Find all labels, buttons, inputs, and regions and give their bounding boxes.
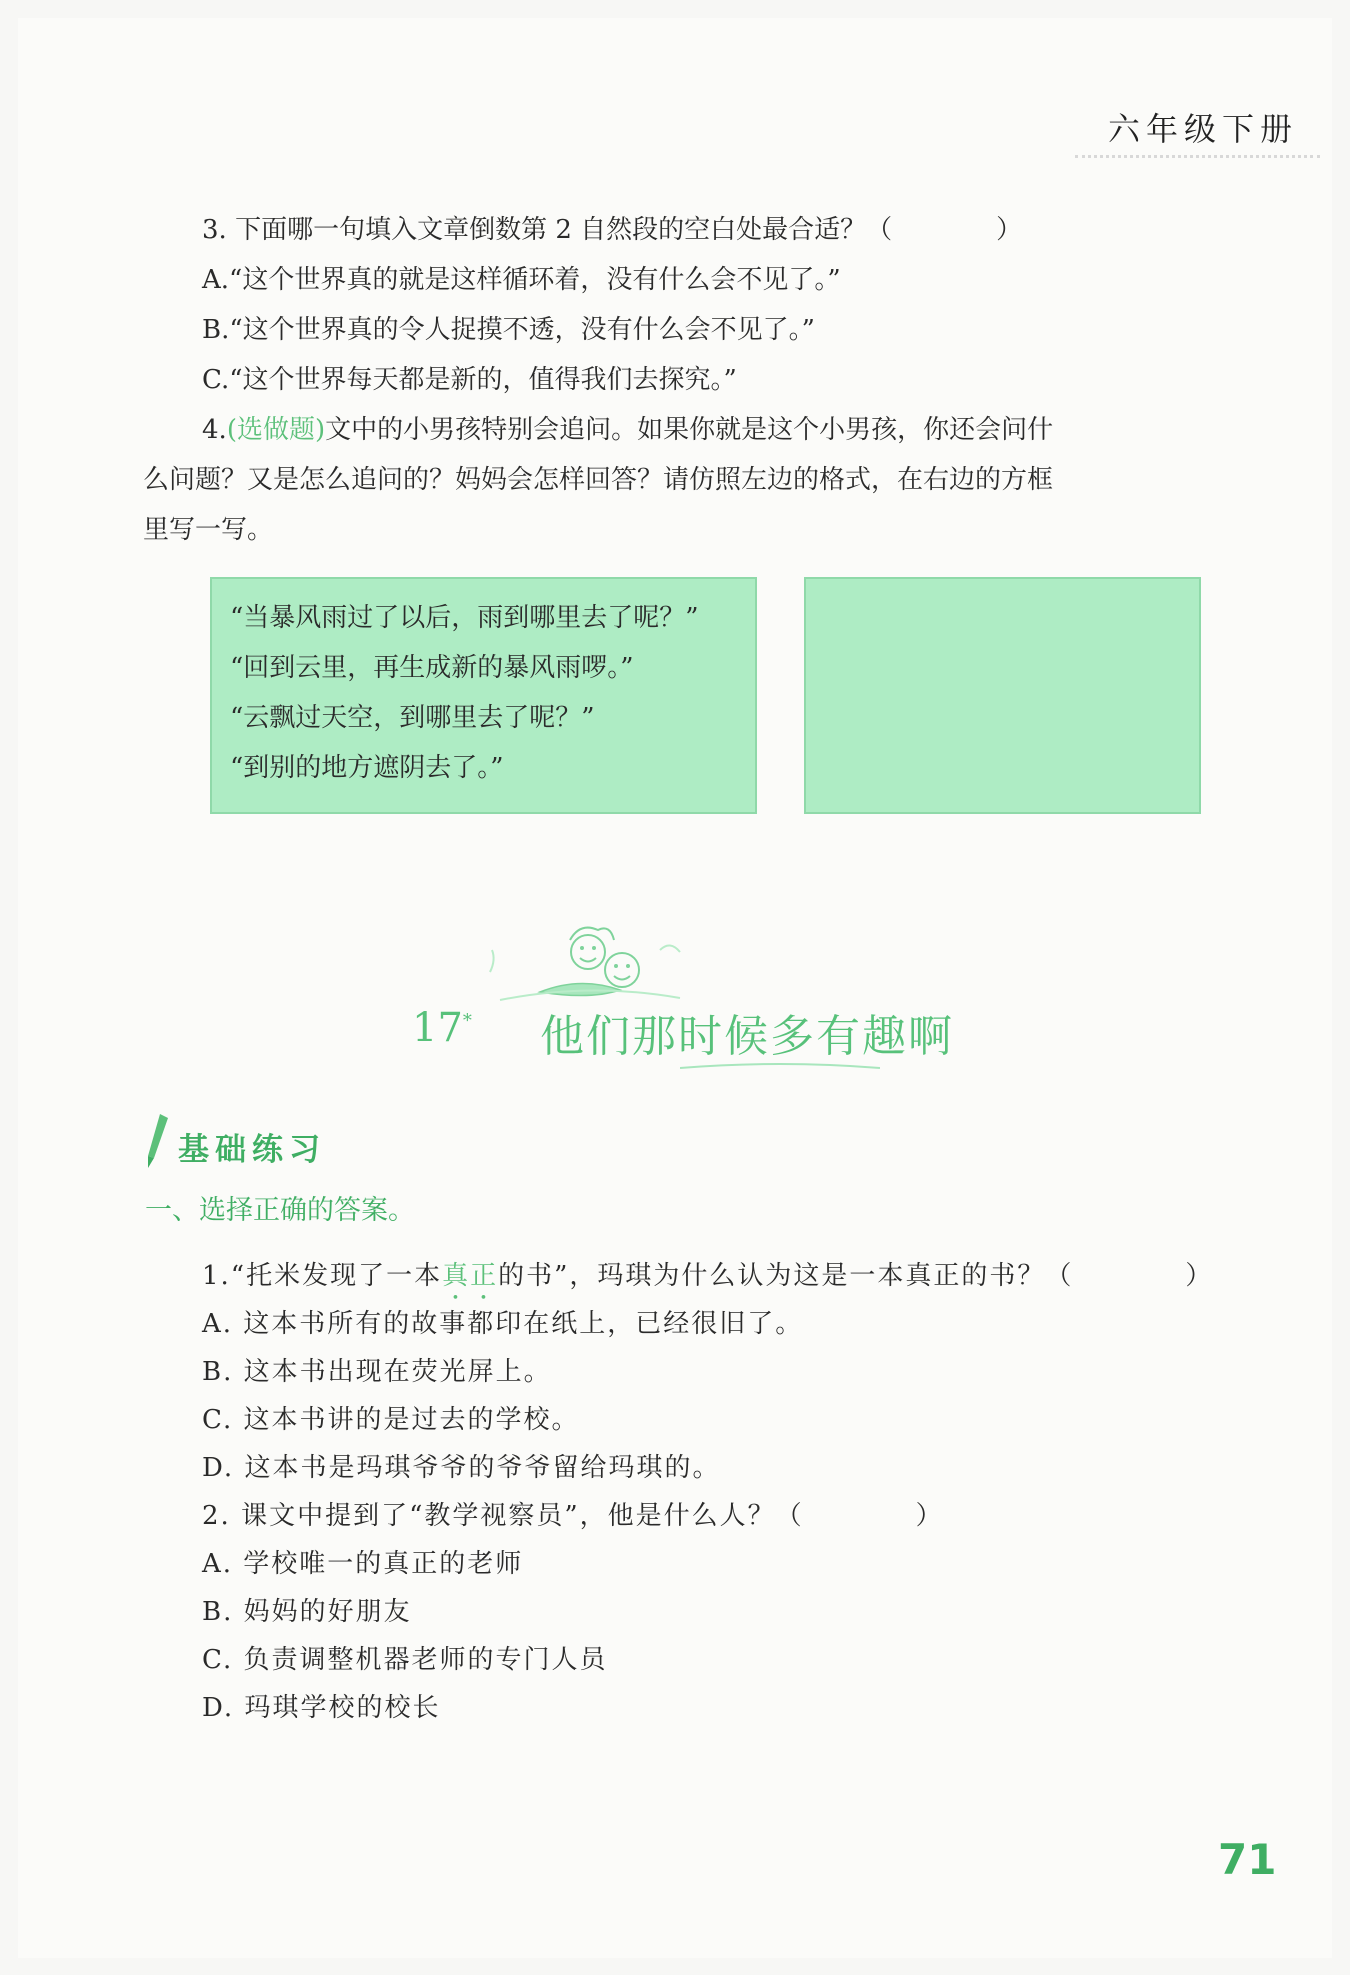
title-underline	[680, 1058, 880, 1074]
q3-option-b: B.“这个世界真的令人捉摸不透，没有什么会不见了。”	[202, 315, 815, 345]
q2-option-a: A. 学校唯一的真正的老师	[202, 1549, 524, 1579]
grade-label: 六年级下册	[1107, 110, 1298, 148]
optional-tag: (选做题)	[226, 415, 326, 445]
q1-option-d: D. 这本书是玛琪爷爷的爷爷留给玛琪的。	[202, 1453, 721, 1483]
example-line: “到别的地方遮阴去了。”	[230, 753, 504, 783]
question-1	[202, 1256, 1213, 1306]
page-number: 71	[1218, 1835, 1277, 1884]
q1-option-a: A. 这本书所有的故事都印在纸上，已经很旧了。	[202, 1309, 804, 1339]
q3-option-a: A.“这个世界真的就是这样循环着，没有什么会不见了。”	[202, 265, 841, 295]
question-4-line-1	[202, 410, 1053, 450]
q4-number: 4.	[202, 415, 227, 445]
question-2: 2. 课文中提到了“教学视察员”，他是什么人？（ ）	[202, 1501, 944, 1531]
q1-emphasis: 真正	[442, 1261, 499, 1291]
q1-option-b: B. 这本书出现在荧光屏上。	[202, 1357, 552, 1387]
q1-suffix: 的书”，玛琪为什么认为这是一本真正的书？（ ）	[498, 1261, 1214, 1291]
lesson-title: 他们那时候多有趣啊	[540, 1011, 954, 1062]
q2-option-c: C. 负责调整机器老师的专门人员	[202, 1645, 608, 1675]
example-line: “云飘过天空，到哪里去了呢？”	[230, 703, 595, 733]
lesson-mark: *	[462, 1010, 472, 1032]
lesson-number	[412, 1005, 472, 1051]
question-3: 3. 下面哪一句填入文章倒数第 2 自然段的空白处最合适？（ ）	[202, 215, 1023, 245]
q1-option-c: C. 这本书讲的是过去的学校。	[202, 1405, 580, 1435]
q1-prefix: 1.“托米发现了一本	[202, 1261, 443, 1291]
pen-icon	[142, 1112, 172, 1172]
q4-text: 文中的小男孩特别会追问。如果你就是这个小男孩，你还会问什	[325, 415, 1054, 445]
q2-option-b: B. 妈妈的好朋友	[202, 1597, 412, 1627]
q2-option-d: D. 玛琪学校的校长	[202, 1693, 441, 1723]
example-line: “当暴风雨过了以后，雨到哪里去了呢？”	[230, 603, 699, 633]
example-dialogue-box	[210, 577, 757, 814]
header-divider	[1075, 155, 1320, 158]
q3-option-c: C.“这个世界每天都是新的，值得我们去探究。”	[202, 365, 737, 395]
question-4-line-3: 里写一写。	[143, 515, 274, 545]
example-line: “回到云里，再生成新的暴风雨啰。”	[230, 653, 634, 683]
section-subtitle: 一、选择正确的答案。	[145, 1195, 415, 1226]
section-title: 基础练习	[178, 1132, 326, 1168]
question-4-line-2: 么问题？又是怎么追问的？妈妈会怎样回答？请仿照左边的格式，在右边的方框	[143, 465, 1054, 495]
answer-writing-box[interactable]	[804, 577, 1201, 814]
lesson-number-text: 17	[412, 1005, 463, 1051]
